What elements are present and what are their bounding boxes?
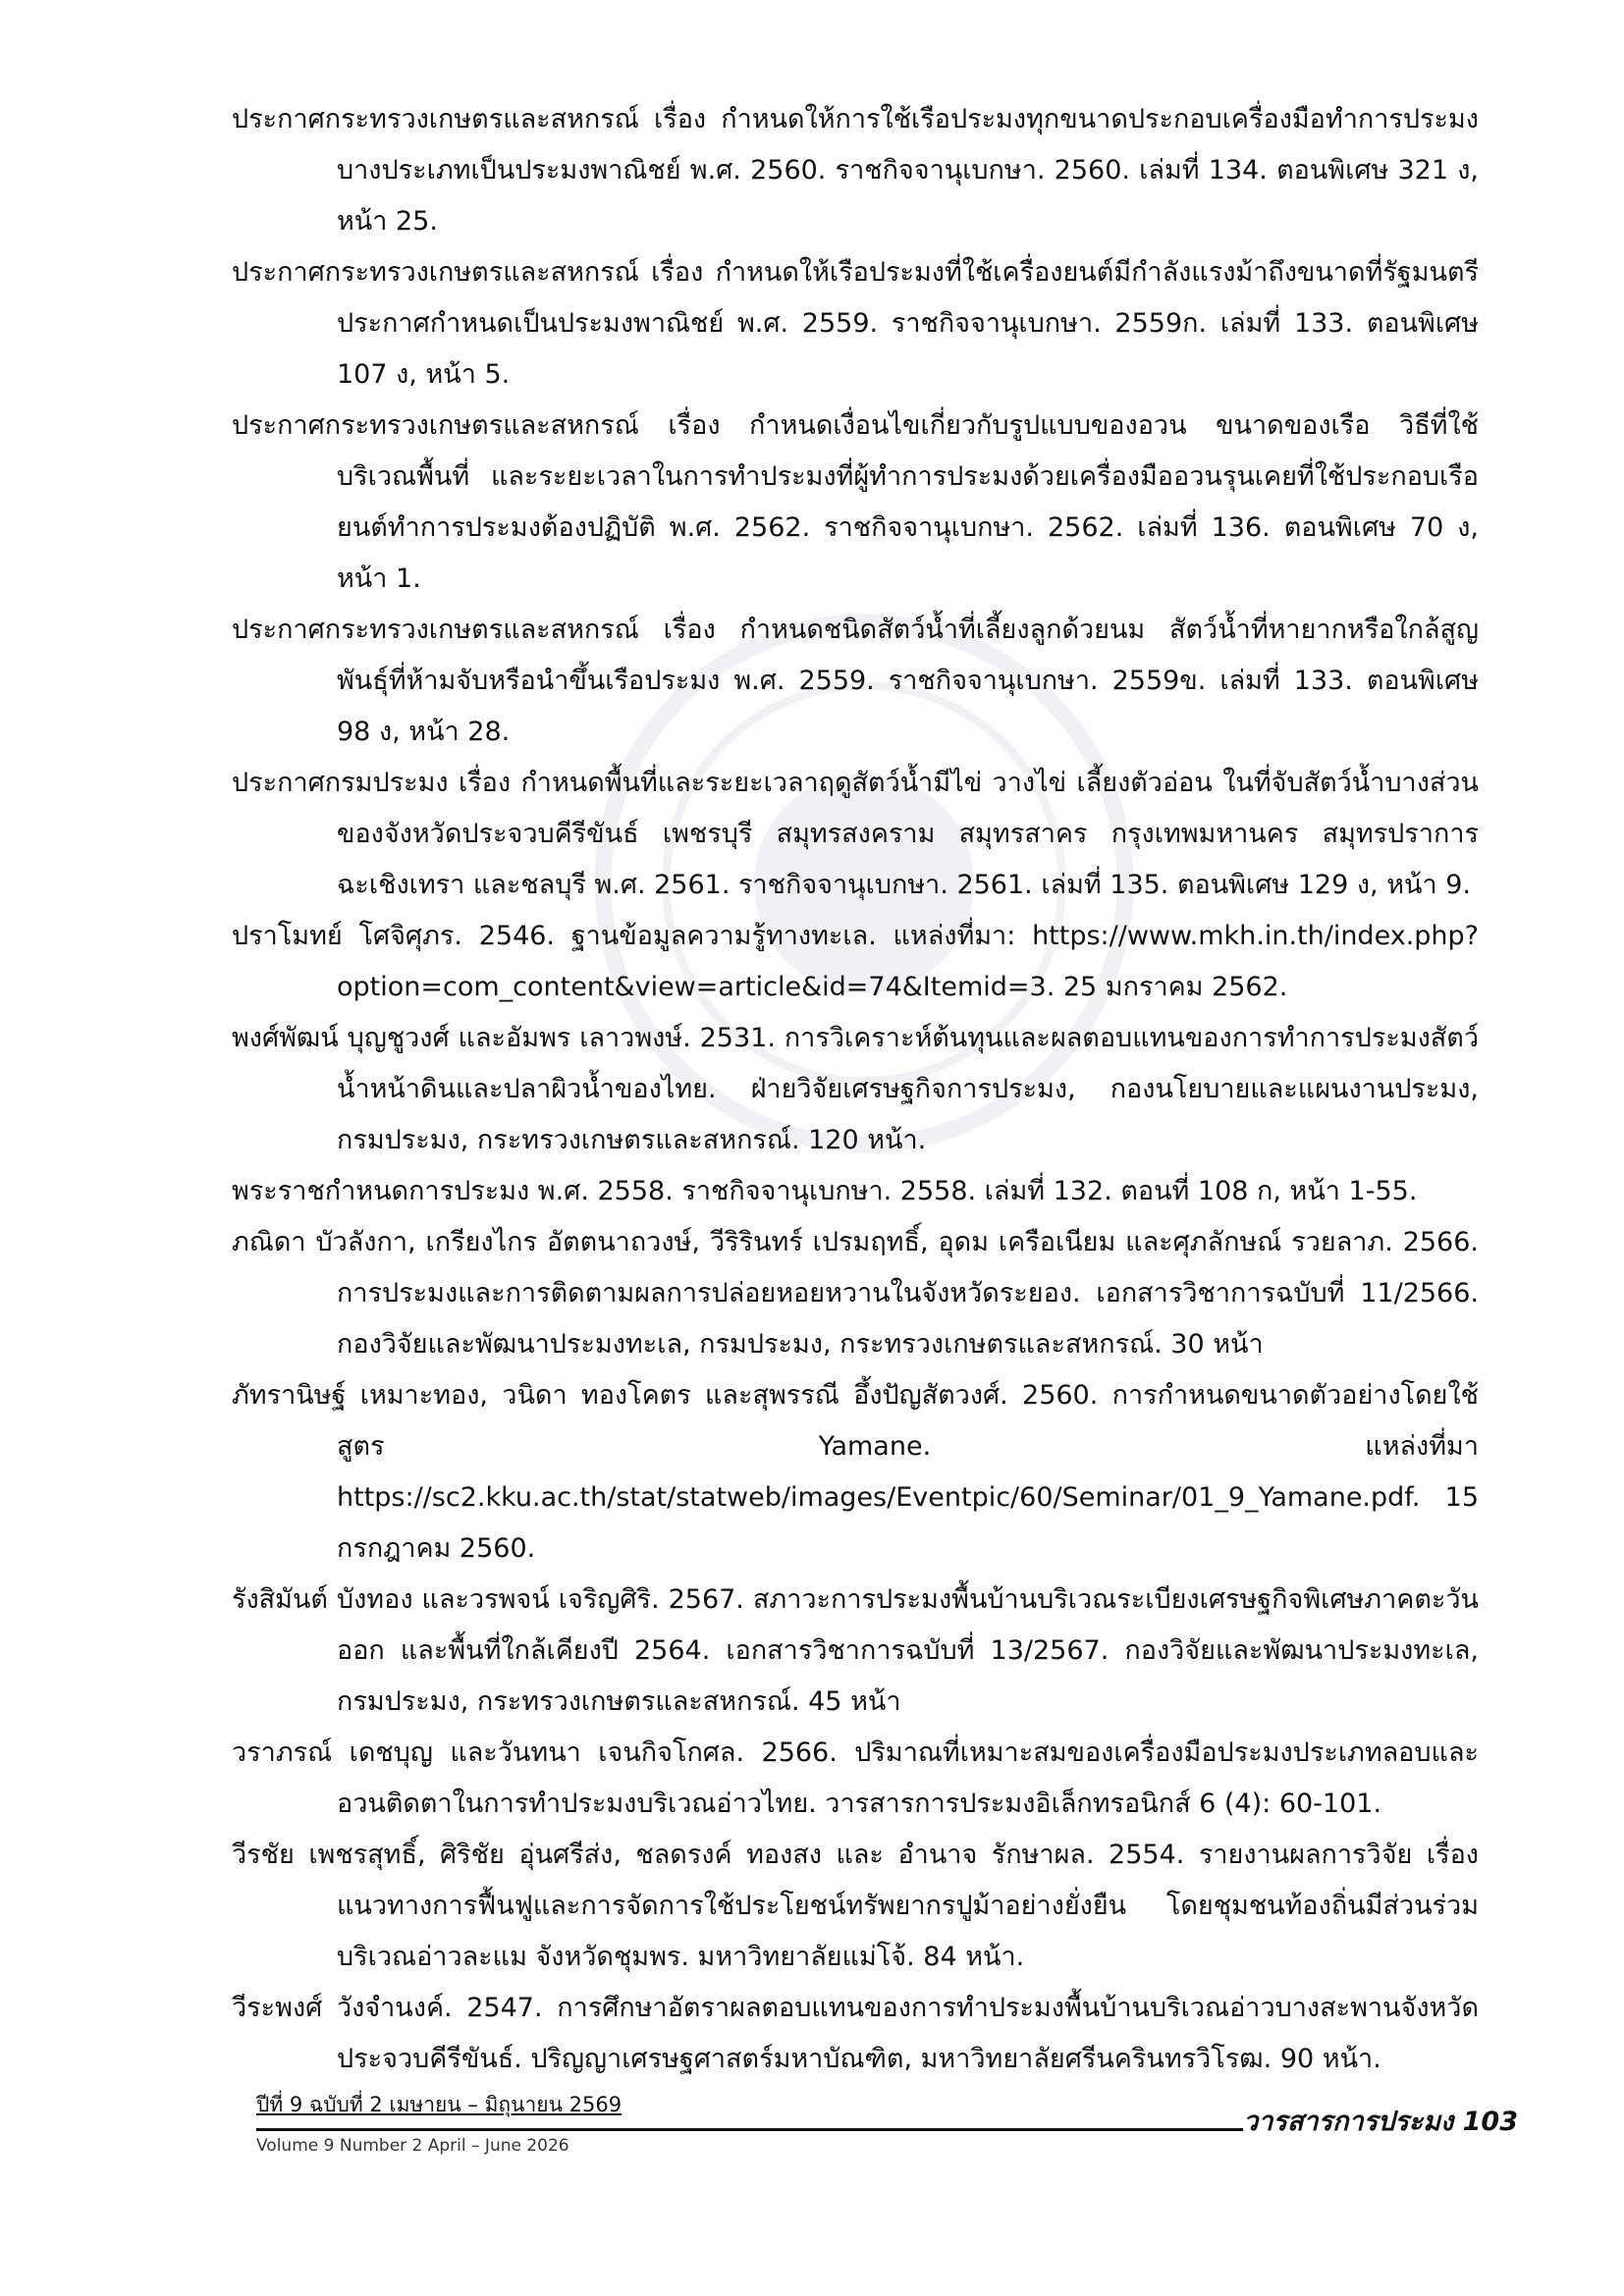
reference-list	[232, 94, 1479, 2085]
reference-entry: ภัทรานิษฐ์ เหมาะทอง, วนิดา ทองโคตร และสุพรรณี อึ้งปัญสัตวงศ์. 2560. การกำหนดขนาดตัวอย่างโดยใช้สูตร Yamane. แหล่งที่มา https://sc2.kku.ac.th/stat/statweb/images/Eventpic/60/Seminar/01_9_Yamane.pdf. 15 กรกฎาคม 2560.	[232, 1380, 1479, 1564]
footer-divider	[256, 2128, 1243, 2131]
reference-entry: วีระพงศ์ วังจำนงค์. 2547. การศึกษาอัตราผลตอบแทนของการทำประมงพื้นบ้านบริเวณอ่าวบางสะพานจังหวัดประจวบคีรีขันธ์. ปริญญาเศรษฐศาสตร์มหาบัณฑิต, มหาวิทยาลัยศรีนครินทรวิโรฒ. 90 หน้า.	[232, 1993, 1479, 2074]
reference-entry: ประกาศกระทรวงเกษตรและสหกรณ์ เรื่อง กำหนดให้การใช้เรือประมงทุกขนาดประกอบเครื่องมือทำการประมงบางประเภทเป็นประมงพาณิชย์ พ.ศ. 2560. ราชกิจจานุเบกษา. 2560. เล่มที่ 134. ตอนพิเศษ 321 ง, หน้า 25.	[232, 104, 1479, 237]
reference-entry: วีรชัย เพชรสุทธิ์, ศิริชัย อุ่นศรีส่ง, ชลดรงค์ ทองสง และ อำนาจ รักษาผล. 2554. รายงานผลการวิจัย เรื่อง แนวทางการฟื้นฟูและการจัดการใช้ประโยชน์ทรัพยากรปูม้าอย่างยั่งยืน โดยชุมชนท้องถิ่นมีส่วนร่วมบริเวณอ่าวละแม จังหวัดชุมพร. มหาวิทยาลัยแม่โจ้. 84 หน้า.	[232, 1840, 1479, 1972]
reference-entry: พงศ์พัฒน์ บุญชูวงศ์ และอัมพร เลาวพงษ์. 2531. การวิเคราะห์ต้นทุนและผลตอบแทนของการทำการประมงสัตว์น้ำหน้าดินและปลาผิวน้ำของไทย. ฝ่ายวิจัยเศรษฐกิจการประมง, กองนโยบายและแผนงานประมง, กรมประมง, กระทรวงเกษตรและสหกรณ์. 120 หน้า.	[232, 1023, 1479, 1155]
reference-entry: ปราโมทย์ โศจิศุภร. 2546. ฐานข้อมูลความรู้ทางทะเล. แหล่งที่มา: https://www.mkh.in.th/index.php?option=com_content&view=article&id=74&Itemid=3. 25 มกราคม 2562.	[232, 921, 1479, 1002]
journal-name-page-number: วารสารการประมง 103	[1243, 2107, 1518, 2137]
reference-entry: วราภรณ์ เดชบุญ และวันทนา เจนกิจโกศล. 2566. ปริมาณที่เหมาะสมของเครื่องมือประมงประเภทลอบและอวนติดตาในการทำประมงบริเวณอ่าวไทย. วารสารการประมงอิเล็กทรอนิกส์ 6 (4): 60-101.	[232, 1737, 1479, 1819]
reference-entry: รังสิมันต์ บังทอง และวรพจน์ เจริญศิริ. 2567. สภาวะการประมงพื้นบ้านบริเวณระเบียงเศรษฐกิจพิเศษภาคตะวันออก และพื้นที่ใกล้เคียงปี 2564. เอกสารวิชาการฉบับที่ 13/2567. กองวิจัยและพัฒนาประมงทะเล, กรมประมง, กระทรวงเกษตรและสหกรณ์. 45 หน้า	[232, 1584, 1479, 1717]
issue-english: Volume 9 Number 2 April – June 2026	[256, 2136, 569, 2156]
page-footer	[232, 2091, 1518, 2189]
issue-thai: ปีที่ 9 ฉบับที่ 2 เมษายน – มิถุนายน 2569	[256, 2093, 623, 2116]
reference-entry: ภณิดา บัวลังกา, เกรียงไกร อัตตนาถวงษ์, วีริรินทร์ เปรมฤทธิ์, อุดม เครือเนียม และศุภลักษณ์ รวยลาภ. 2566. การประมงและการติดตามผลการปล่อยหอยหวานในจังหวัดระยอง. เอกสารวิชาการฉบับที่ 11/2566. กองวิจัยและพัฒนาประมงทะเล, กรมประมง, กระทรวงเกษตรและสหกรณ์. 30 หน้า	[232, 1227, 1479, 1360]
reference-entry: พระราชกำหนดการประมง พ.ศ. 2558. ราชกิจจานุเบกษา. 2558. เล่มที่ 132. ตอนที่ 108 ก, หน้า 1-55.	[232, 1176, 1418, 1206]
reference-entry: ประกาศกรมประมง เรื่อง กำหนดพื้นที่และระยะเวลาฤดูสัตว์น้ำมีไข่ วางไข่ เลี้ยงตัวอ่อน ในที่จับสัตว์น้ำบางส่วนของจังหวัดประจวบคีรีขันธ์ เพชรบุรี สมุทรสงคราม สมุทรสาคร กรุงเทพมหานคร สมุทรปราการ ฉะเชิงเทรา และชลบุรี พ.ศ. 2561. ราชกิจจานุเบกษา. 2561. เล่มที่ 135. ตอนพิเศษ 129 ง, หน้า 9.	[232, 768, 1479, 900]
reference-entry: ประกาศกระทรวงเกษตรและสหกรณ์ เรื่อง กำหนดเงื่อนไขเกี่ยวกับรูปแบบของอวน ขนาดของเรือ วิธีที่ใช้ บริเวณพื้นที่ และระยะเวลาในการทำประมงที่ผู้ทำการประมงด้วยเครื่องมืออวนรุนเคยที่ใช้ประกอบเรือยนต์ทำการประมงต้องปฏิบัติ พ.ศ. 2562. ราชกิจจานุเบกษา. 2562. เล่มที่ 136. ตอนพิเศษ 70 ง, หน้า 1.	[232, 410, 1479, 594]
reference-entry: ประกาศกระทรวงเกษตรและสหกรณ์ เรื่อง กำหนดให้เรือประมงที่ใช้เครื่องยนต์มีกำลังแรงม้าถึงขนาดที่รัฐมนตรีประกาศกำหนดเป็นประมงพาณิชย์ พ.ศ. 2559. ราชกิจจานุเบกษา. 2559ก. เล่มที่ 133. ตอนพิเศษ 107 ง, หน้า 5.	[232, 257, 1479, 390]
reference-entry: ประกาศกระทรวงเกษตรและสหกรณ์ เรื่อง กำหนดชนิดสัตว์น้ำที่เลี้ยงลูกด้วยนม สัตว์น้ำที่หายากหรือใกล้สูญพันธุ์ที่ห้ามจับหรือนำขึ้นเรือประมง พ.ศ. 2559. ราชกิจจานุเบกษา. 2559ข. เล่มที่ 133. ตอนพิเศษ 98 ง, หน้า 28.	[232, 614, 1479, 747]
